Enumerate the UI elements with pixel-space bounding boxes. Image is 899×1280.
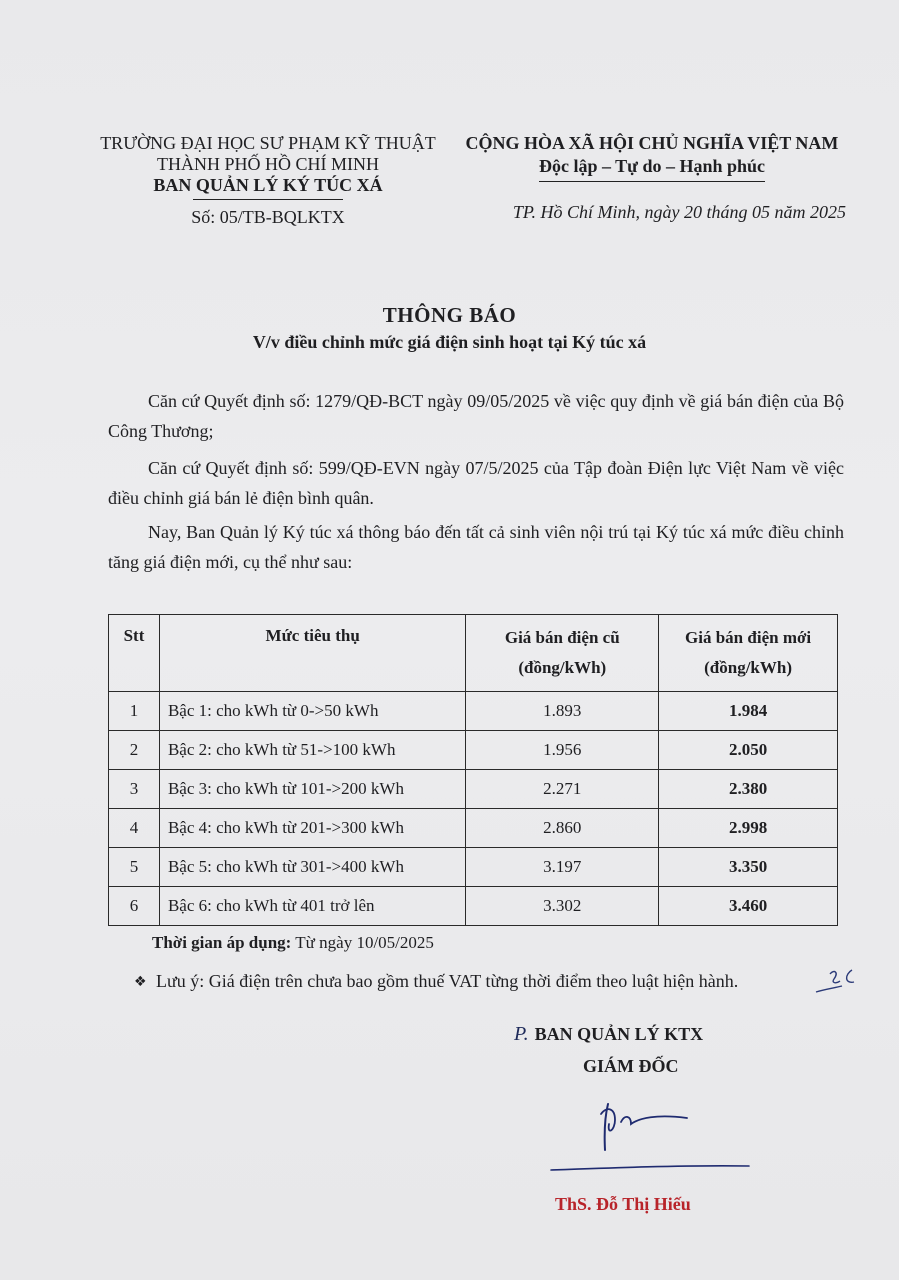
header-consumption-level: Mức tiêu thụ	[159, 615, 465, 692]
row-stt: 4	[109, 809, 160, 848]
header-old-price-line1: Giá bán điện cũ	[504, 628, 620, 647]
on-behalf-mark: P.	[514, 1023, 529, 1045]
table-row	[109, 731, 838, 770]
row-level: Bậc 6: cho kWh từ 401 trở lên	[159, 887, 465, 926]
row-old-price: 2.860	[466, 809, 659, 848]
row-new-price: 1.984	[659, 692, 838, 731]
country-name: CỘNG HÒA XÃ HỘI CHỦ NGHĨA VIỆT NAM	[465, 133, 839, 153]
document-subject: V/v điều chỉnh mức giá điện sinh hoạt tại Ký túc xá	[252, 332, 647, 352]
table-header-row	[109, 615, 838, 692]
row-old-price: 1.956	[466, 731, 659, 770]
row-level: Bậc 3: cho kWh từ 101->200 kWh	[159, 770, 465, 809]
place-and-date: TP. Hồ Chí Minh, ngày 20 tháng 05 năm 2025	[512, 202, 846, 222]
signatory-unit-name: BAN QUẢN LÝ KTX	[534, 1024, 704, 1044]
header-old-price-unit: (đồng/kWh)	[518, 658, 607, 677]
row-old-price: 3.197	[466, 848, 659, 887]
row-new-price: 2.050	[659, 731, 838, 770]
row-stt: 2	[109, 731, 160, 770]
issuing-organization	[100, 133, 436, 228]
header-new-price-unit: (đồng/kWh)	[704, 658, 793, 677]
university-name-line2: THÀNH PHỐ HỒ CHÍ MINH	[157, 154, 379, 174]
row-stt: 3	[109, 770, 160, 809]
national-motto-text: Độc lập – Tự do – Hạnh phúc	[538, 156, 766, 176]
national-motto	[539, 155, 765, 182]
row-level: Bậc 5: cho kWh từ 301->400 kWh	[159, 848, 465, 887]
table-row	[109, 692, 838, 731]
announcement-paragraph: Nay, Ban Quản lý Ký túc xá thông báo đến tất cả sinh viên nội trú tại Ký túc xá mức điều chỉnh tăng giá điện mới, cụ thể như sau:	[108, 522, 844, 572]
row-new-price: 3.350	[659, 848, 838, 887]
table-row	[109, 887, 838, 926]
row-new-price: 2.380	[659, 770, 838, 809]
signer-name: ThS. Đỗ Thị Hiếu	[555, 1194, 691, 1214]
row-stt: 6	[109, 887, 160, 926]
department-name: BAN QUẢN LÝ KÝ TÚC XÁ	[153, 175, 383, 195]
header-stt: Stt	[109, 615, 160, 692]
diamond-bullet-icon: ❖	[134, 974, 147, 990]
handwritten-signature	[545, 1092, 755, 1174]
header-new-price-line1: Giá bán điện mới	[685, 628, 812, 647]
electricity-price-table	[108, 614, 838, 926]
effective-date-value: Từ ngày 10/05/2025	[295, 933, 434, 952]
header-new-price	[659, 615, 838, 692]
row-old-price: 3.302	[466, 887, 659, 926]
row-new-price: 3.460	[659, 887, 838, 926]
row-level: Bậc 1: cho kWh từ 0->50 kWh	[159, 692, 465, 731]
department-underline	[193, 199, 343, 200]
signatory-role: GIÁM ĐỐC	[583, 1056, 679, 1076]
effective-date-label: Thời gian áp dụng:	[152, 933, 292, 952]
vat-note-text: Lưu ý: Giá điện trên chưa bao gồm thuế VAT từng thời điểm theo luật hiện hành.	[156, 971, 739, 991]
handwritten-initials-mark	[812, 962, 864, 1002]
legal-basis-paragraph-1: Căn cứ Quyết định số: 1279/QĐ-BCT ngày 09/05/2025 về việc quy định về giá bán điện của Bộ Công Thương;	[108, 391, 844, 441]
signatory-unit	[514, 1023, 703, 1046]
row-stt: 1	[109, 692, 160, 731]
document-number: Số: 05/TB-BQLKTX	[191, 207, 345, 227]
document-title: THÔNG BÁO	[382, 303, 517, 327]
row-stt: 5	[109, 848, 160, 887]
effective-date	[152, 933, 434, 953]
table-row	[109, 809, 838, 848]
row-old-price: 1.893	[466, 692, 659, 731]
university-name-line1: TRƯỜNG ĐẠI HỌC SƯ PHẠM KỸ THUẬT	[100, 133, 436, 153]
table-row	[109, 770, 838, 809]
row-old-price: 2.271	[466, 770, 659, 809]
national-header	[462, 132, 842, 182]
legal-basis-paragraph-2: Căn cứ Quyết định số: 599/QĐ-EVN ngày 07/5/2025 của Tập đoàn Điện lực Việt Nam về việc điều chỉnh giá bán lẻ điện bình quân.	[108, 458, 844, 508]
header-old-price	[466, 615, 659, 692]
row-level: Bậc 4: cho kWh từ 201->300 kWh	[159, 809, 465, 848]
row-new-price: 2.998	[659, 809, 838, 848]
vat-note	[134, 971, 738, 992]
row-level: Bậc 2: cho kWh từ 51->100 kWh	[159, 731, 465, 770]
table-row	[109, 848, 838, 887]
